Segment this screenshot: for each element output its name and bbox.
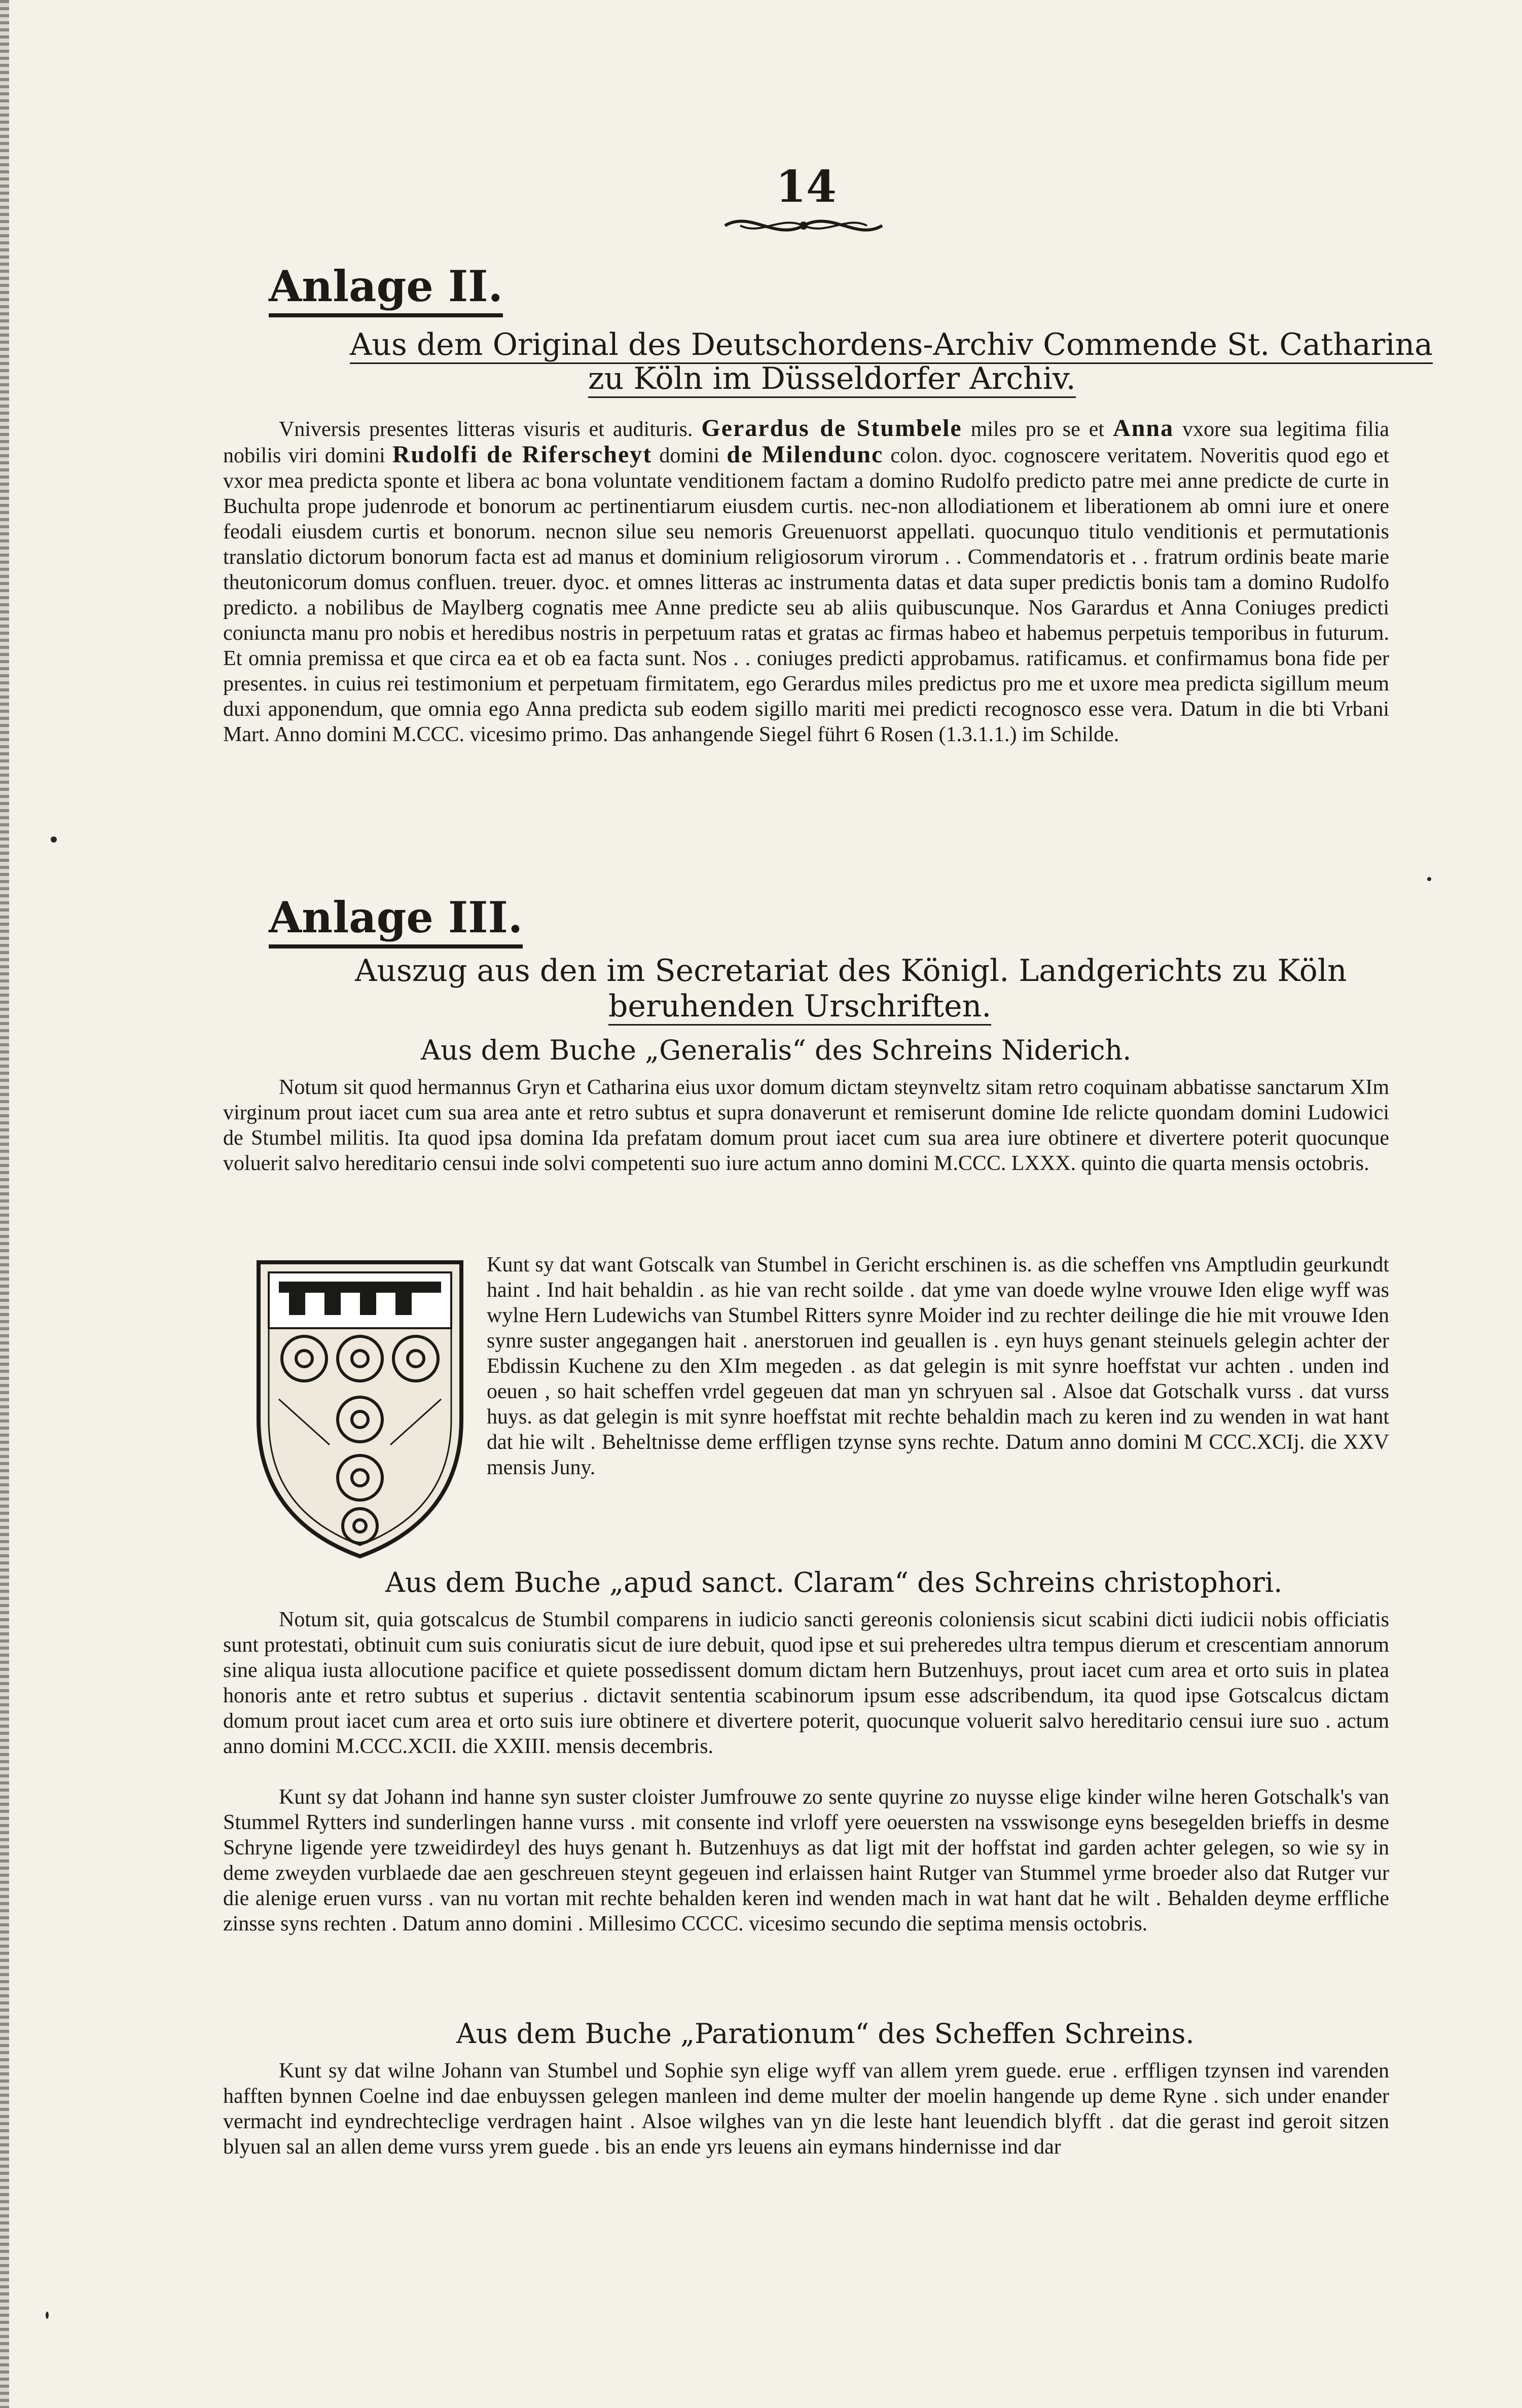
anlage2-source-line2: zu Köln im Düsseldorfer Archiv.: [588, 361, 1076, 398]
charter-text-3: vxore sua legitima filia nobilis viri domini: [223, 418, 1390, 467]
name-rudolfi: Rudolfi de Riferscheyt: [392, 441, 653, 468]
ornament-divider: [720, 208, 887, 243]
claram-latin-text: Notum sit, quia gotscalcus de Stumbil comparens in iudicio sancti gereonis coloniensis sicut scabini dicti iudicii nobis officiatis sunt protestati, obtinuit cum suis coniuratis sicut de iure debuit, quod ipse et sui preheredes ultra tempus dierum et crescentiam annorum sine aliqua iusta allocutione pacifice et quiete possedissent domum dictam hern Butzenhuys, prout iacet cum area et orto suis in platea honoris ante et retro subtus et superius . dictavit sententia scabinorum ipsum esse adscribendum, ita quod ipse Gotscalcus dictam domum prout iacet cum area et orto suis iure obtinere et divertere poterit, quocunque voluerit salvo hereditario censui iure suo . actum anno domini M.CCC.XCII. die XXIII. mensis decembris.: [223, 1608, 1389, 1758]
claram-german-text: Kunt sy dat Johann ind hanne syn suster cloister Jumfrouwe zo sente quyrine zo nuysse elige kinder wilne heren Gotschalk's van Stummel Rytters ind sunderlingen hanne vurss . mit consente ind vrloff yere oeuersten na vsswisonge eyns besegelden brieffs in desme Schryne ligende yere tzweidirdeyl des huys genant h. Butzenhuys as dat ligt mit der hoffstat ind garden achter gelegen, so wie sy in deme zweyden vurblaede dae aen geschreuen steynt gegeuen ind erlaissen haint Rutger van Stummel yrme broeder also dat Rutger vur die alenige eruen vurss . van nu vortan mit rechte behalden keren ind wenden mach in wat hant dat he wilt . Behalden deyme erffliche zinsse syns rechten . Datum anno domini . Millesimo CCCC. vicesimo secundo die septima mensis octobris.: [223, 1785, 1389, 1936]
anlage3-heading: Anlage III.: [269, 892, 523, 948]
name-gerardus: Gerardus de Stumbele: [701, 415, 962, 442]
coat-of-arms-image: [248, 1252, 472, 1561]
anlage3-title-line2: beruhenden Urschriften.: [608, 989, 991, 1026]
scan-speck: [51, 836, 57, 843]
anlage2-heading: Anlage II.: [269, 261, 503, 317]
scan-edge: [0, 0, 9, 2408]
anlage2-source-line1: Aus dem Original des Deutschordens-Archiv Commende St. Catharina: [350, 327, 1433, 364]
scan-speck: [46, 2312, 49, 2319]
name-milendunc: de Milendunc: [727, 441, 884, 468]
charter-text-4: domini: [659, 444, 720, 467]
page-number: 14: [776, 161, 837, 212]
anlage3-title-line1: Auszug aus den im Secretariat des Königl. Landgerichts zu Köln: [355, 953, 1347, 989]
generalis-heading: Aus dem Buche „Generalis“ des Schreins Niderich.: [421, 1034, 1132, 1066]
generalis-latin-text: Notum sit quod hermannus Gryn et Catharina eius uxor domum dictam steynveltz sitam retro coquinam abbatisse sanctarum XIm virginum prout iacet cum sua area ante et retro subtus et supra donaverunt et remiserunt domine Ide relicte quondam domini Ludowici de Stumbel militis. Ita quod ipsa domina Ida prefatam domum prout iacet cum sua area iure obtinere et divertere poterit quocunque voluerit salvo hereditario censui inde solvi competenti suo iure actum anno domini M.CCC. LXXX. quinto die quarta mensis octobris.: [223, 1076, 1389, 1175]
charter-text-5: colon. dyoc. cognoscere veritatem. Noveritis quod ego et vxor mea predicta sponte et libera ac bona voluntate venditionem factam a domino Rudolfo predicto patre mei anne predicte de curte in Buchulta prope judenrode et bonorum ac pertinentiarum eiusdem curtis. nec-non allodiationem et liberationem ab omni iure et onere feodali eiusdem curtis et bonorum. necnon silue seu nemoris Greuenuorst appellati. quocunquo titulo venditionis et permutationis translatio dictorum bonorum facta est ad manus et dominium religiosorum virorum . . Commendatoris et . . fratrum ordinis beate marie theutonicorum domus confluen. treuer. dyoc. et omnes litteras ac instrumenta datas et data super predictis bonis tam a domino Rudolfo predicto. a nobilibus de Maylberg cognatis mee Anne predicte seu ab aliis quibuscunque. Nos Garardus et Anna Coniuges predicti coniuncta manu pro nobis et heredibus nostris in perpetuum ratas et gratas ac firmas habeo et habemus perpetuis temporibus in futurum. Et omnia premissa et que circa ea et ob ea facta sunt. Nos . . coniuges predicti approbamus. ratificamus. et confirmamus bona fide per presentes. in cuius rei testimonium et perpetuam firmitatem, ego Gerardus miles predictus pro me et uxore mea predicta sigillum meum duxi apponendum, que omnia ego Anna predicta sub eodem sigillo mariti mei predicti recognosco esse vera. Datum in die bti Vrbani Mart. Anno domini M.CCC. vicesimo primo. Das anhangende Siegel führt 6 Rosen (1.3.1.1.) im Schilde.: [223, 444, 1390, 746]
generalis-german-text: Kunt sy dat want Gotscalk van Stumbel in Gericht erschinen is. as die scheffen vns Amptludin geurkundt haint . Ind hait behaldin . as hie van recht soilde . dat yme van doede wylne vrouwe Iden elige wyff was wylne Hern Ludewichs van Stumbel Ritters synre Moider ind zu rechter deilinge die hie mit vrouwe Iden synre suster angegangen hait . anerstoruen ind geuallen is . eyn huys genant steinuels gelegin achter der Ebdissin Kuchene zu den XIm megeden . as dat gelegin is mit synre hoeffstat vur achten . unden ind oeuen , so hait scheffen vrdel gegeuen dat man yn schryuen sal . Alsoe dat Gotschalk vurss . dat vurss huys. as dat gelegin is mit synre hoeffstat mit rechte behaldin mach zu keren ind zu wenden in wat hant dat hie wilt . Beheltnisse deme erffligen tzynse syns rechte. Datum anno domini M CCC.XCIj. die XXV mensis Juny.: [487, 1253, 1389, 1479]
name-anna: Anna: [1113, 415, 1174, 442]
charter-text-2: miles pro se et: [970, 418, 1105, 441]
anlage2-charter-text: [223, 416, 1389, 747]
scan-speck: [1427, 877, 1431, 881]
parationum-german-text: Kunt sy dat wilne Johann van Stumbel und Sophie syn elige wyff van allem yrem guede. erue . erffligen tzynsen ind varenden hafften bynnen Coelne ind dae enbuyssen gelegen manleen ind deme multer der moelin hangende up deme Ryne . sich under enander vermacht ind eyndrechteclige verdragen haint . Alsoe wilghes van yn die leste hant leuendich blyfft . dat die gerast ind geroit sitzen blyuen sal an allen deme vurss yrem guede . bis an ende yrs leuens ain eymans hindernisse ind dar: [223, 2059, 1389, 2159]
claram-heading: Aus dem Buche „apud sanct. Claram“ des Schreins christophori.: [385, 1566, 1283, 1598]
parationum-heading: Aus dem Buche „Parationum“ des Scheffen Schreins.: [456, 2018, 1194, 2050]
charter-intro: Vniversis presentes litteras visuris et audituris.: [279, 418, 693, 441]
